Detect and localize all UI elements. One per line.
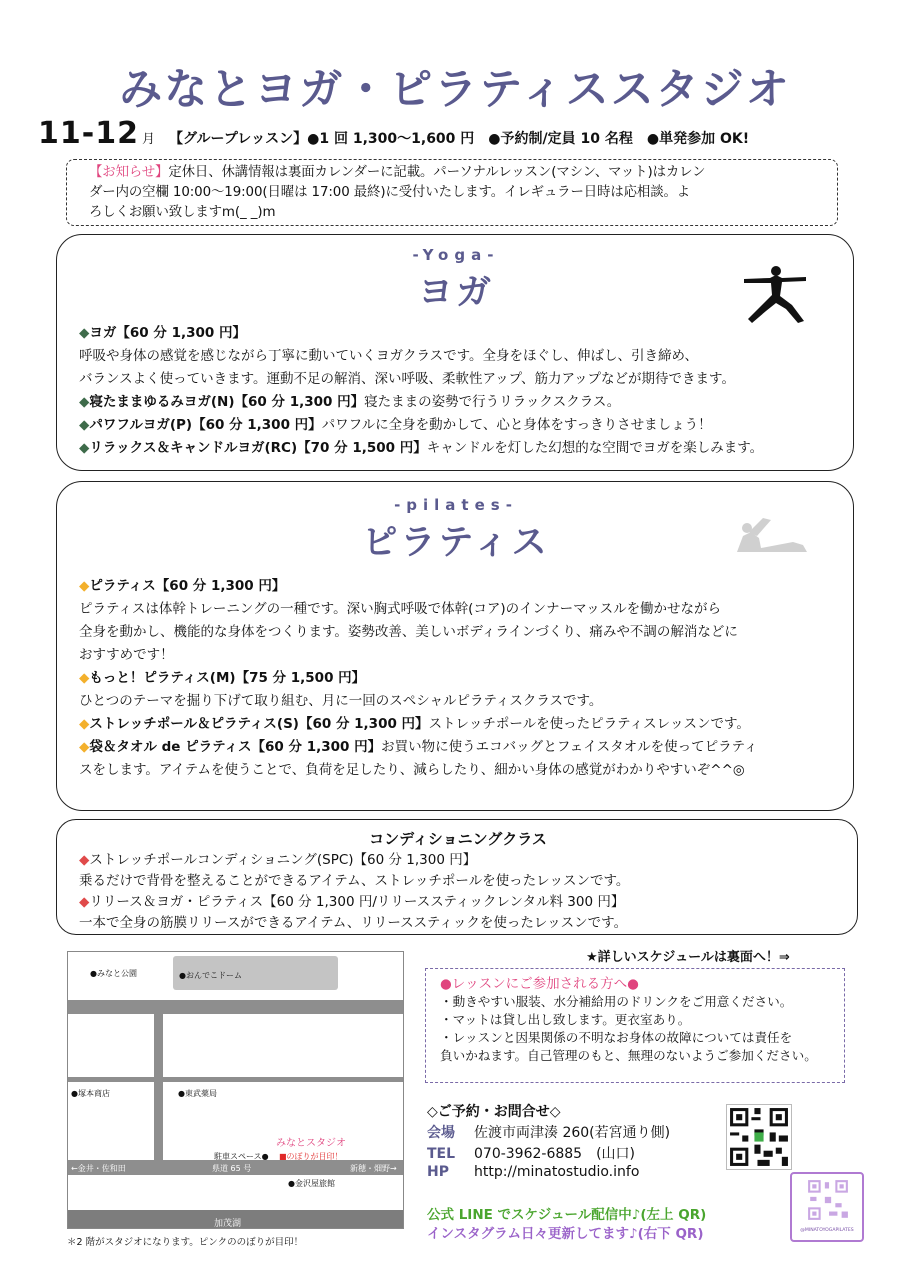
list-marker: ◆ [79,739,90,755]
conditioning-class-list [79,850,629,934]
instagram-qr-code[interactable] [790,1172,864,1242]
pilates-desc-2: 全身を動かし、機能的な身体をつくります。姿勢改善、美しいボディラインづくり、痛みや不調の解消などに [79,624,738,640]
map-dome: ●おんでこドーム [173,956,338,990]
participant-note: ・レッスンと因果関係の不明なお身体の故障については責任を [440,1030,793,1045]
qr-code-icon [727,1105,791,1169]
notice-box [66,159,838,226]
powerful-yoga-desc: パワフルに全身を動かして、心と身体をすっきりさせましょう！ [321,417,712,433]
month-unit: 月 [141,132,155,147]
map-road-middle [68,1077,404,1082]
participant-note: 負いかねます。自己管理のもと、無理のないようご参加ください。 [440,1048,817,1063]
map-road-north [68,1000,404,1014]
notice-line-3: ろしくお願い致しますm(_ _)m [89,205,276,220]
spc-title: ストレッチポールコンディショニング(SPC)【60 分 1,300 円】 [89,852,477,868]
map-park-label: ●みなと公園 [90,969,137,978]
map-west-direction: ←金井・佐和田 [71,1164,126,1173]
bag-towel-pilates-title: 袋＆タオル de ピラティス【60 分 1,300 円】 [89,739,382,755]
line-notice: 公式 LINE でスケジュール配信中♪(左上 QR) [427,1207,707,1223]
pilates-section [56,481,854,811]
pilates-jp-title: ピラティス [362,523,550,563]
powerful-yoga-title: パワフルヨガ(P)【60 分 1,300 円】 [89,417,322,433]
yoga-jp-title: ヨガ [417,273,494,313]
list-marker: ◆ [79,578,90,594]
line-qr-code[interactable] [726,1104,792,1170]
access-map [67,951,404,1229]
motto-pilates-title: もっと！ピラティス(M)【75 分 1,500 円】 [89,670,366,686]
group-lesson-info: 【グループレッスン】●1 回 1,300〜1,600 円 ●予約制/定員 10 名程 ●単発参加 OK! [168,131,750,147]
map-road-name: 県道 65 号 [212,1164,252,1173]
spc-desc: 乗るだけで背骨を整えることができるアイテム、ストレッチポールを使ったレッスンです。 [79,873,630,889]
list-marker: ◆ [79,440,90,456]
participant-notes [425,968,845,1083]
motto-pilates-desc: ひとつのテーマを掘り下げて取り組む、月に一回のスペシャルピラティスクラスです。 [79,693,603,709]
list-marker: ◆ [79,852,90,868]
venue-label: 会場 [427,1125,455,1141]
qr-code-icon [806,1178,850,1222]
instagram-notice: インスタグラム日々更新してます♪(右下 QR) [427,1226,704,1242]
map-inn-label: ●金沢屋旅館 [288,1179,335,1188]
yoga-desc-2: バランスよく使っていきます。運動不足の解消、深い呼吸、柔軟性アップ、筋力アップなどが期待できます。 [79,371,735,387]
schedule-reference: ★詳しいスケジュールは裏面へ！⇒ [586,950,790,965]
map-lake-label: 加茂湖 [214,1219,242,1229]
bag-towel-pilates-desc: お買い物に使うエコバッグとフェイスタオルを使ってピラティ [381,739,758,755]
contact-hp [427,1164,639,1180]
month-range: 11-12 [38,116,139,151]
instagram-handle: @MINATOYOGAPILATES [800,1228,854,1233]
map-road-west [154,1012,163,1160]
yoga-desc-1: 呼吸や身体の感覚を感じながら丁寧に動いていくヨガクラスです。全身をほぐし、伸ばし、引き締め、 [79,348,698,364]
map-parking-label: 駐車スペース● [214,1152,269,1161]
participant-notes-title: ●レッスンにご参加される方へ● [440,976,639,992]
yoga-class-list [79,322,763,460]
homepage-link[interactable]: http://minatostudio.info [474,1164,640,1180]
venue-address: 佐渡市両津湊 260(若宮通り側) [474,1125,671,1141]
bag-towel-pilates-desc-2: スをします。アイテムを使うことで、負荷を足したり、減らしたり、細かい身体の感覚がわかりやすいぞ^^◎ [79,762,745,778]
candle-yoga-desc: キャンドルを灯した幻想的な空間でヨガを楽しみます。 [426,440,764,456]
contact-tel [427,1143,635,1163]
page-title: みなとヨガ・ピラティススタジオ [119,65,791,115]
pilates-class-title: ピラティス【60 分 1,300 円】 [89,578,286,594]
pilates-desc-1: ピラティスは体幹トレーニングの一種です。深い胸式呼吸で体幹(コア)のインナーマッスルを働かせながら [79,601,722,617]
map-shop-label: ●塚本商店 [71,1089,110,1098]
candle-yoga-title: リラックス＆キャンドルヨガ(RC)【70 分 1,500 円】 [89,440,427,456]
pilates-desc-3: おすすめです！ [79,647,174,663]
nerumama-yoga-desc: 寝たままの姿勢で行うリラックスクラス。 [364,394,621,410]
tel-number[interactable]: 070-3962-6885 (山口) [474,1146,636,1162]
participant-note: ・マットは貸し出し致します。更衣室あり。 [440,1012,691,1027]
participant-note: ・動きやすい服装、水分補給用のドリンクをご用意ください。 [440,994,793,1009]
stretchpole-pilates-title: ストレッチポール＆ピラティス(S)【60 分 1,300 円】 [89,716,429,732]
list-marker: ◆ [79,394,90,410]
conditioning-title: コンディショニングクラス [369,830,547,848]
list-marker: ◆ [79,716,90,732]
pilates-class-list [79,575,758,782]
tel-label: TEL [427,1146,456,1162]
map-flag-label: ■のぼりが目印！ [279,1152,343,1161]
yoga-class-title: ヨガ【60 分 1,300 円】 [89,325,246,341]
release-title: リリース＆ヨガ・ピラティス【60 分 1,300 円/リリーススティックレンタル料 300 円】 [89,894,625,910]
map-studio-label: みなとスタジオ [276,1138,346,1149]
map-pharmacy-label: ●東武薬局 [178,1089,217,1098]
notice-label: 【お知らせ】 [89,165,169,180]
yoga-section [56,234,854,471]
nerumama-yoga-title: 寝たままゆるみヨガ(N)【60 分 1,300 円】 [89,394,365,410]
lesson-summary [38,116,898,156]
list-marker: ◆ [79,894,90,910]
conditioning-section [56,819,858,935]
map-note: ＊2 階がスタジオになります。ピンクののぼりが目印！ [67,1237,304,1248]
release-desc: 一本で全身の筋膜リリースができるアイテム、リリーススティックを使ったレッスンです。 [79,915,628,931]
contact-title: ◇ご予約・お問合せ◇ [427,1104,561,1120]
list-marker: ◆ [79,417,90,433]
contact-venue [427,1122,670,1142]
map-east-direction: 新穂・畑野→ [350,1164,397,1173]
yoga-pose-icon [740,263,810,325]
list-marker: ◆ [79,325,90,341]
pilates-pose-icon [733,512,811,556]
pilates-en-title: -pilates- [394,496,518,514]
stretchpole-pilates-desc: ストレッチポールを使ったピラティスレッスンです。 [428,716,750,732]
list-marker: ◆ [79,670,90,686]
hp-label: HP [427,1164,449,1180]
yoga-en-title: -Yoga- [412,246,500,264]
notice-line-1: 定休日、休講情報は裏面カレンダーに記載。パーソナルレッスン(マシン、マット)はカレン [168,165,706,180]
notice-line-2: ダー内の空欄 10:00〜19:00(日曜は 17:00 最終)に受付いたします。イレギュラー日時は応相談。よ [89,185,691,200]
